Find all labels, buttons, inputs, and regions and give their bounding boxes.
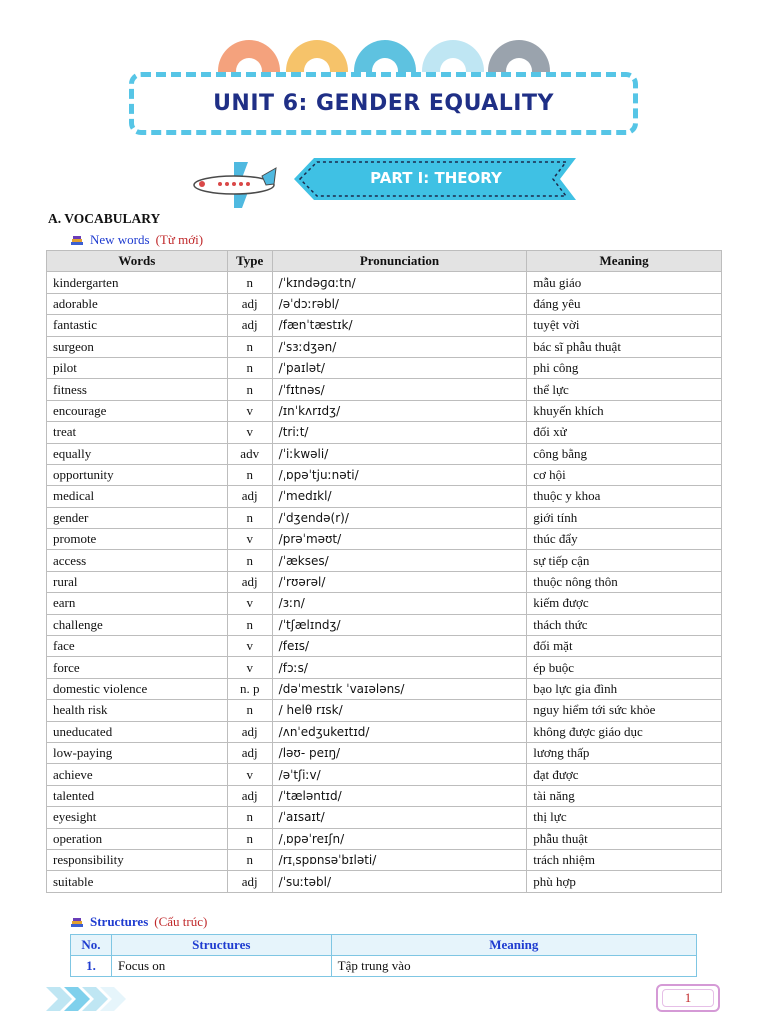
pronunciation-cell: / helθ rɪsk/	[272, 700, 527, 721]
pronunciation-cell: /rɪˌspɒnsəˈbɪləti/	[272, 849, 527, 870]
type-cell: adv	[227, 443, 272, 464]
column-header: Words	[47, 251, 228, 272]
word-cell: face	[47, 636, 228, 657]
meaning-cell: phù hợp	[527, 871, 722, 892]
type-cell: v	[227, 422, 272, 443]
meaning-cell: trách nhiệm	[527, 849, 722, 870]
meaning-cell: kiếm được	[527, 593, 722, 614]
pronunciation-cell: /ˈkɪndəɡɑːtn/	[272, 272, 527, 293]
type-cell: adj	[227, 721, 272, 742]
word-cell: suitable	[47, 871, 228, 892]
type-cell: n. p	[227, 678, 272, 699]
column-header: Pronunciation	[272, 251, 527, 272]
meaning-cell: giới tính	[527, 507, 722, 528]
pronunciation-cell: /ˈdʒendə(r)/	[272, 507, 527, 528]
word-cell: achieve	[47, 764, 228, 785]
table-row	[47, 593, 722, 614]
new-words-vi: (Từ mới)	[155, 232, 204, 247]
word-cell: fitness	[47, 379, 228, 400]
word-cell: encourage	[47, 400, 228, 421]
new-words-label: New words	[90, 232, 150, 247]
meaning-cell: nguy hiểm tới sức khỏe	[527, 700, 722, 721]
word-cell: medical	[47, 486, 228, 507]
pronunciation-cell: /ˈtʃælɪndʒ/	[272, 614, 527, 635]
pronunciation-cell: /fɔːs/	[272, 657, 527, 678]
meaning-cell: thách thức	[527, 614, 722, 635]
type-cell: n	[227, 507, 272, 528]
type-cell: n	[227, 464, 272, 485]
section-heading: A. VOCABULARY	[48, 211, 161, 226]
type-cell: n	[227, 807, 272, 828]
pronunciation-cell: /ɪnˈkʌrɪdʒ/	[272, 400, 527, 421]
table-row	[47, 400, 722, 421]
word-cell: responsibility	[47, 849, 228, 870]
meaning-cell: đạt được	[527, 764, 722, 785]
type-cell: v	[227, 764, 272, 785]
pronunciation-cell: /ɜːn/	[272, 593, 527, 614]
meaning-cell: thuộc y khoa	[527, 486, 722, 507]
book-bullet-icon	[70, 233, 84, 247]
meaning-cell: phẫu thuật	[527, 828, 722, 849]
type-cell: adj	[227, 315, 272, 336]
word-cell: health risk	[47, 700, 228, 721]
meaning-cell: đối xử	[527, 422, 722, 443]
table-row	[47, 764, 722, 785]
word-cell: uneducated	[47, 721, 228, 742]
word-cell: fantastic	[47, 315, 228, 336]
type-cell: v	[227, 657, 272, 678]
table-row	[47, 464, 722, 485]
pronunciation-cell: /əˈdɔːrəbl/	[272, 293, 527, 314]
pronunciation-cell: /ˈiːkwəli/	[272, 443, 527, 464]
pronunciation-cell: /ˈtæləntɪd/	[272, 785, 527, 806]
table-row	[47, 636, 722, 657]
pronunciation-cell: /ˈfɪtnəs/	[272, 379, 527, 400]
type-cell: n	[227, 357, 272, 378]
book-bullet-icon	[70, 915, 84, 929]
table-row	[47, 742, 722, 763]
word-cell: opportunity	[47, 464, 228, 485]
word-cell: treat	[47, 422, 228, 443]
type-cell: adj	[227, 571, 272, 592]
meaning-cell: công bằng	[527, 443, 722, 464]
type-cell: n	[227, 849, 272, 870]
table-row	[47, 486, 722, 507]
table-row	[47, 721, 722, 742]
word-cell: pilot	[47, 357, 228, 378]
word-cell: rural	[47, 571, 228, 592]
chevron-decoration-icon	[46, 985, 126, 1013]
structures-heading	[70, 914, 207, 930]
pronunciation-cell: /ʌnˈedʒukeɪtɪd/	[272, 721, 527, 742]
table-row	[47, 849, 722, 870]
type-cell: adj	[227, 293, 272, 314]
word-cell: access	[47, 550, 228, 571]
table-row	[47, 529, 722, 550]
pronunciation-cell: /ˈrʊərəl/	[272, 571, 527, 592]
table-row	[47, 357, 722, 378]
type-cell: adj	[227, 742, 272, 763]
column-header: No.	[71, 935, 112, 956]
table-header-row	[71, 935, 697, 956]
table-row	[71, 956, 697, 977]
pronunciation-cell: /ˈsuːtəbl/	[272, 871, 527, 892]
meaning-cell: ép buộc	[527, 657, 722, 678]
section-banner: PART I: THEORY	[370, 169, 502, 187]
word-cell: force	[47, 657, 228, 678]
word-cell: domestic violence	[47, 678, 228, 699]
meaning-cell: lương thấp	[527, 742, 722, 763]
page-number: 1	[684, 990, 692, 1005]
page-title: UNIT 6: GENDER EQUALITY	[213, 91, 554, 116]
meaning-cell: phi công	[527, 357, 722, 378]
table-row	[47, 828, 722, 849]
meaning-cell: thể lực	[527, 379, 722, 400]
pronunciation-cell: /ˈmedɪkl/	[272, 486, 527, 507]
meaning-cell: thuộc nông thôn	[527, 571, 722, 592]
structures-label: Structures	[90, 914, 149, 929]
column-header: Meaning	[527, 251, 722, 272]
table-header-row	[47, 251, 722, 272]
pronunciation-cell: /ˈsɜːdʒən/	[272, 336, 527, 357]
word-cell: adorable	[47, 293, 228, 314]
type-cell: v	[227, 636, 272, 657]
type-cell: v	[227, 400, 272, 421]
meaning-cell: cơ hội	[527, 464, 722, 485]
type-cell: adj	[227, 785, 272, 806]
meaning-cell: tài năng	[527, 785, 722, 806]
type-cell: n	[227, 272, 272, 293]
word-cell: equally	[47, 443, 228, 464]
type-cell: n	[227, 379, 272, 400]
type-cell: adj	[227, 871, 272, 892]
structures-table	[70, 934, 697, 977]
meaning-cell: mẫu giáo	[527, 272, 722, 293]
pronunciation-cell: /triːt/	[272, 422, 527, 443]
word-cell: surgeon	[47, 336, 228, 357]
meaning-cell: Tập trung vào	[331, 956, 696, 977]
column-header: Type	[227, 251, 272, 272]
table-row	[47, 272, 722, 293]
vocabulary-table	[46, 250, 722, 893]
table-row	[47, 422, 722, 443]
word-cell: earn	[47, 593, 228, 614]
table-row	[47, 657, 722, 678]
word-cell: eyesight	[47, 807, 228, 828]
pronunciation-cell: /feɪs/	[272, 636, 527, 657]
new-words-heading	[70, 232, 203, 248]
meaning-cell: thúc đẩy	[527, 529, 722, 550]
pronunciation-cell: /ləʊ- peɪŋ/	[272, 742, 527, 763]
pronunciation-cell: /dəˈmestɪk ˈvaɪələns/	[272, 678, 527, 699]
title-box	[129, 72, 638, 135]
word-cell: operation	[47, 828, 228, 849]
table-row	[47, 700, 722, 721]
table-row	[47, 571, 722, 592]
meaning-cell: bạo lực gia đình	[527, 678, 722, 699]
pronunciation-cell: /ˈpaɪlət/	[272, 357, 527, 378]
meaning-cell: đáng yêu	[527, 293, 722, 314]
table-row	[47, 550, 722, 571]
meaning-cell: không được giáo dục	[527, 721, 722, 742]
pronunciation-cell: /ˌɒpəˈreɪʃn/	[272, 828, 527, 849]
table-row	[47, 871, 722, 892]
type-cell: adj	[227, 486, 272, 507]
word-cell: low-paying	[47, 742, 228, 763]
type-cell: v	[227, 529, 272, 550]
type-cell: n	[227, 828, 272, 849]
type-cell: n	[227, 550, 272, 571]
type-cell: n	[227, 614, 272, 635]
meaning-cell: tuyệt vời	[527, 315, 722, 336]
pronunciation-cell: /əˈtʃiːv/	[272, 764, 527, 785]
structures-vi: (Cấu trúc)	[154, 914, 208, 929]
table-row	[47, 293, 722, 314]
structure-cell: Focus on	[111, 956, 331, 977]
table-row	[47, 379, 722, 400]
number-cell: 1.	[71, 956, 112, 977]
table-row	[47, 785, 722, 806]
airplane-icon	[190, 158, 280, 210]
pronunciation-cell: /ˈaɪsaɪt/	[272, 807, 527, 828]
word-cell: challenge	[47, 614, 228, 635]
meaning-cell: thị lực	[527, 807, 722, 828]
column-header: Structures	[111, 935, 331, 956]
type-cell: n	[227, 700, 272, 721]
table-row	[47, 336, 722, 357]
word-cell: talented	[47, 785, 228, 806]
word-cell: kindergarten	[47, 272, 228, 293]
word-cell: gender	[47, 507, 228, 528]
meaning-cell: sự tiếp cận	[527, 550, 722, 571]
meaning-cell: đối mặt	[527, 636, 722, 657]
type-cell: n	[227, 336, 272, 357]
pronunciation-cell: /fænˈtæstɪk/	[272, 315, 527, 336]
table-row	[47, 807, 722, 828]
table-row	[47, 678, 722, 699]
page-number-box	[656, 984, 720, 1012]
table-row	[47, 507, 722, 528]
table-row	[47, 315, 722, 336]
word-cell: promote	[47, 529, 228, 550]
pronunciation-cell: /ˈækses/	[272, 550, 527, 571]
meaning-cell: bác sĩ phẫu thuật	[527, 336, 722, 357]
table-row	[47, 614, 722, 635]
pronunciation-cell: /prəˈməʊt/	[272, 529, 527, 550]
column-header: Meaning	[331, 935, 696, 956]
table-row	[47, 443, 722, 464]
type-cell: v	[227, 593, 272, 614]
pronunciation-cell: /ˌɒpəˈtjuːnəti/	[272, 464, 527, 485]
meaning-cell: khuyến khích	[527, 400, 722, 421]
